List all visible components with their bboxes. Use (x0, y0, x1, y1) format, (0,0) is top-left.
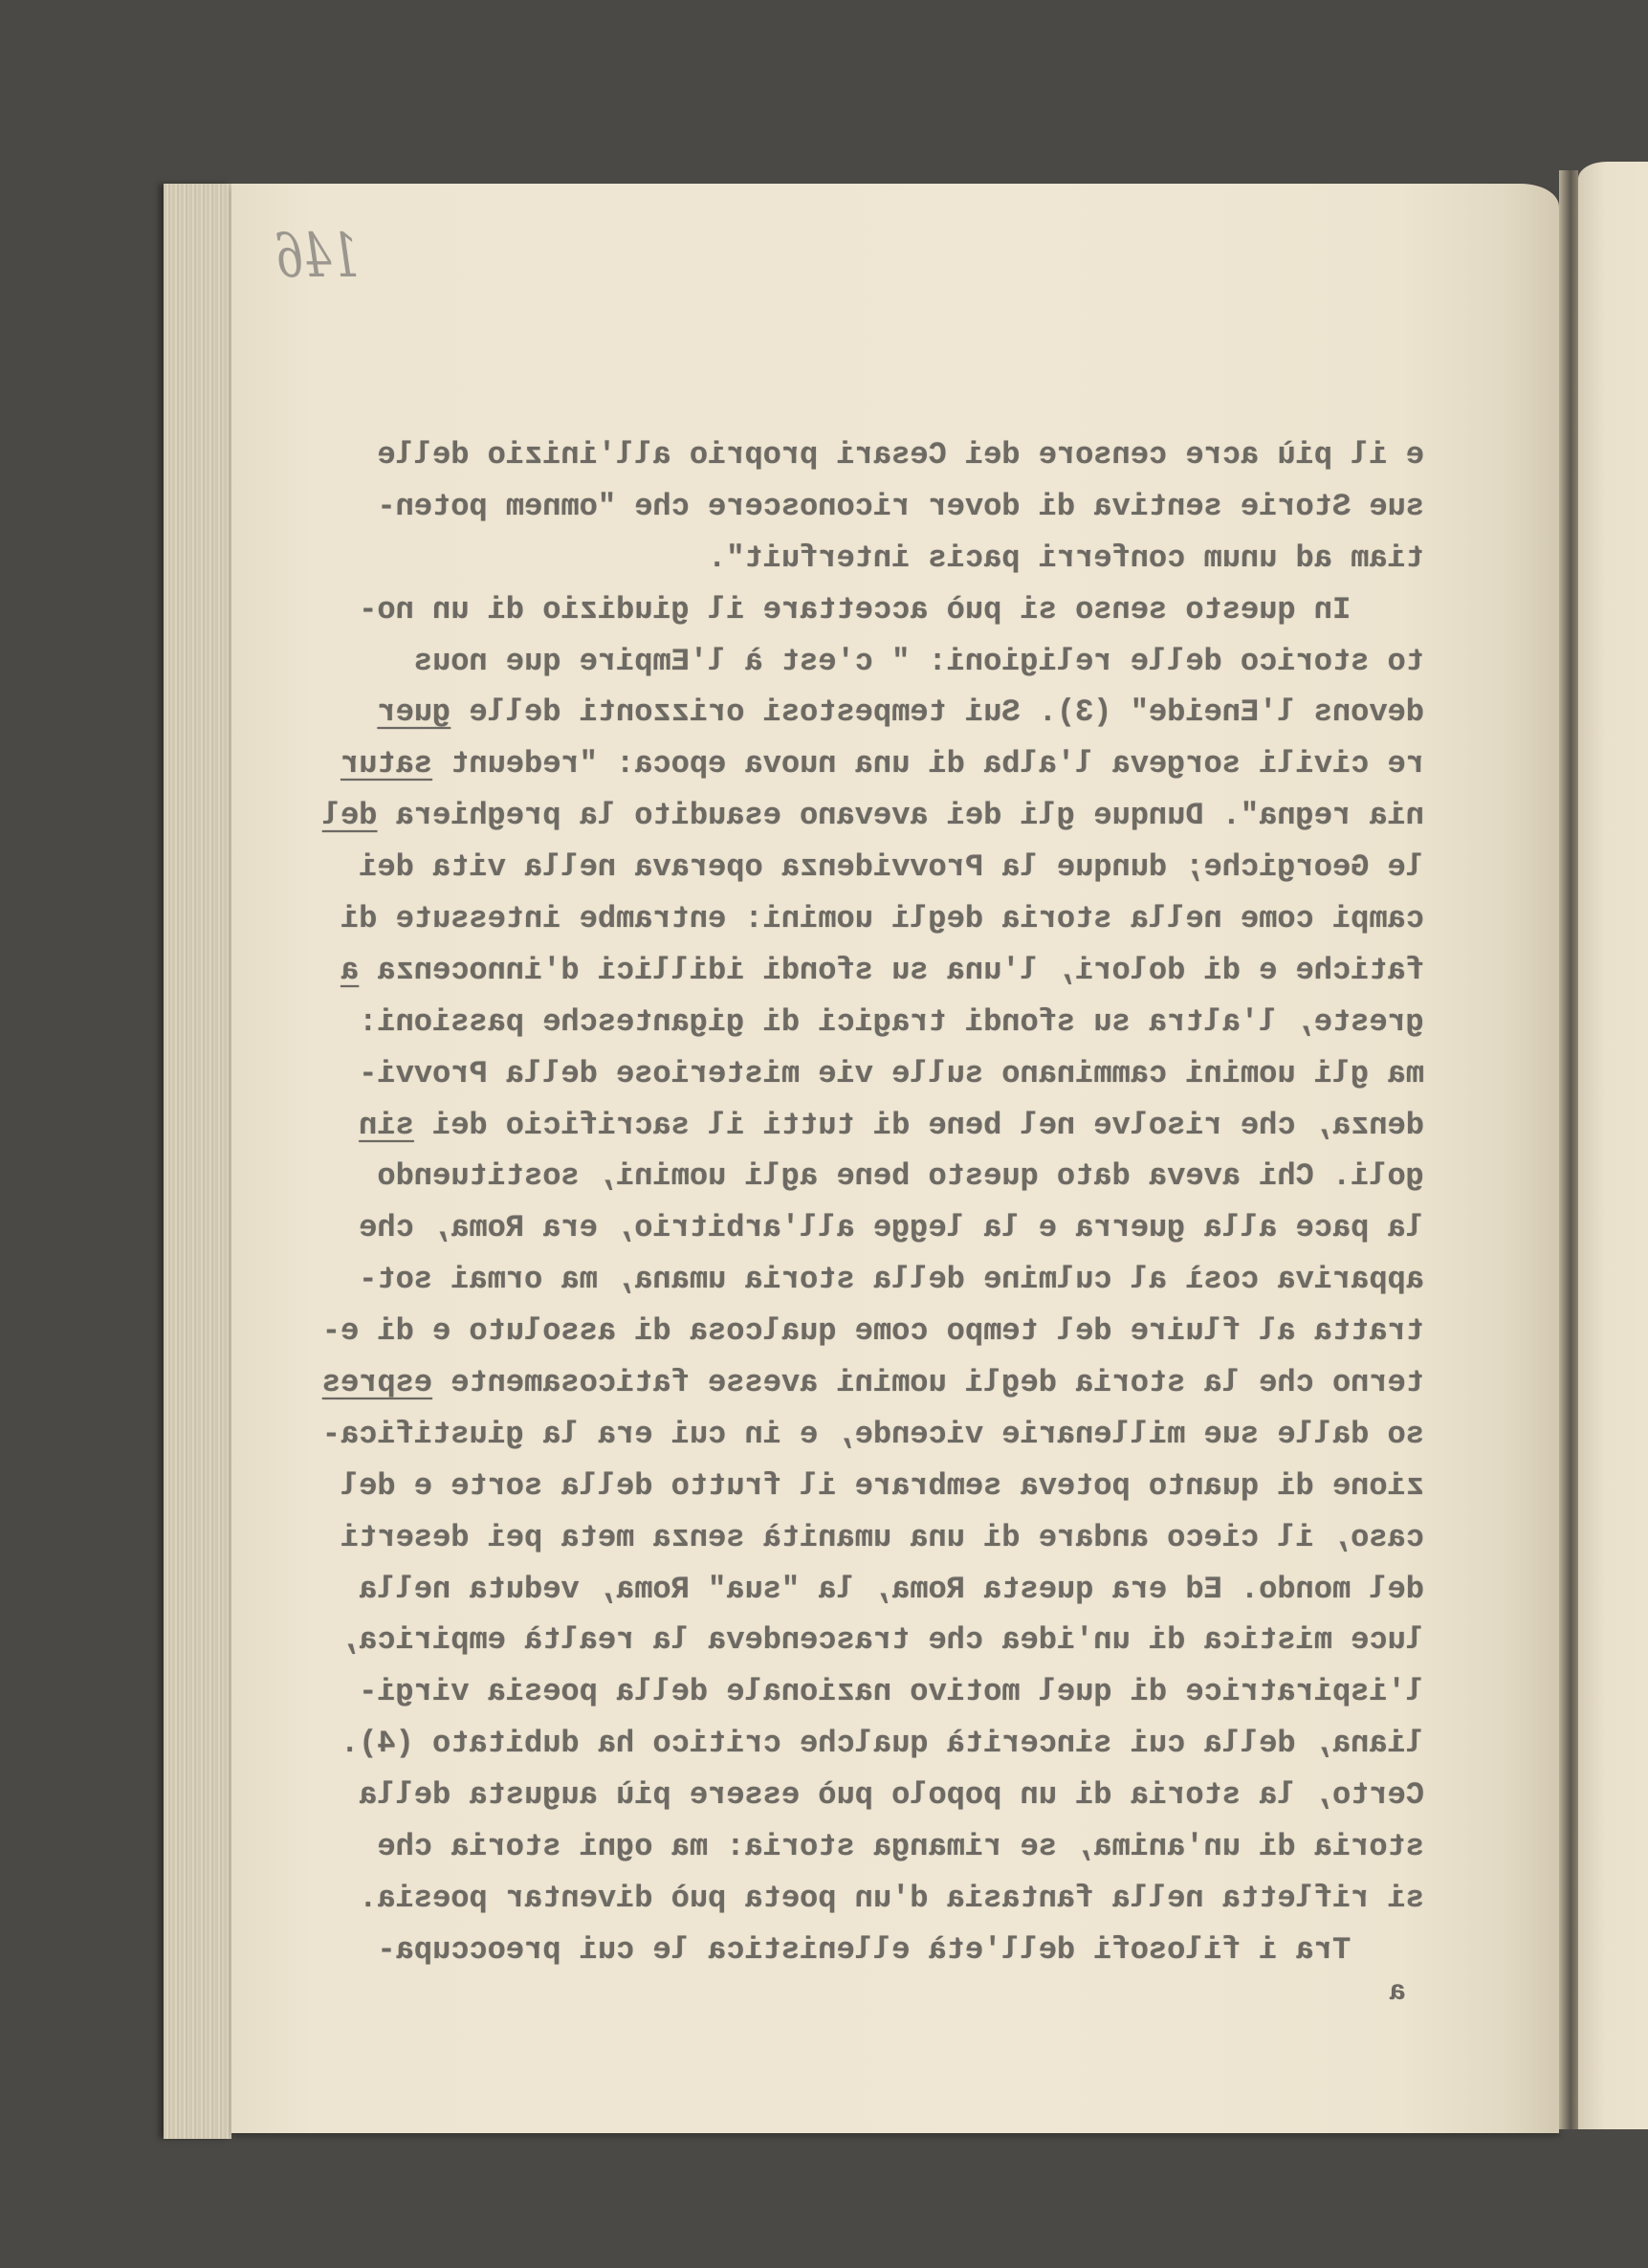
underlined-fragment: sin (359, 1107, 414, 1143)
text-line (296, 481, 1424, 533)
line-text: nia regna". Dunque gli dei avevano esaudito la preghiera (377, 798, 1424, 834)
text-line (296, 790, 1424, 842)
text-line (296, 1254, 1424, 1306)
line-text: greste, l'altra su sfondi tragici di gigantesche passioni: (359, 1003, 1424, 1040)
line-text: campi come nella storia degli uomini: entrambe intessute di (341, 901, 1424, 937)
footer-mark: a (1389, 1976, 1407, 2009)
facing-page-edge (1578, 162, 1648, 2129)
underlined-fragment: guer (377, 694, 451, 731)
page-number: 146 (275, 221, 360, 292)
text-line (296, 1151, 1424, 1202)
line-text: Tra i filosofi dell'età ellenistica le cui preoccupa- (377, 1931, 1351, 1968)
line-text: l'ispiratrice di quel motivo nazionale della poesia virgi- (359, 1674, 1424, 1710)
line-text: si rifletta nella fantasia d'un poeta può diventar poesia. (359, 1880, 1424, 1916)
text-line (296, 1666, 1424, 1718)
underlined-fragment: espres (321, 1365, 433, 1401)
line-text: tratta al fluire del tempo come qualcosa di assoluto e di e- (321, 1313, 1424, 1350)
underlined-fragment: satur (341, 746, 433, 782)
text-line (296, 1564, 1424, 1616)
text-line (296, 893, 1424, 945)
line-text: tiam ad unum conferri pacis interfuit". (708, 539, 1424, 576)
line-text: to storico delle religioni: " c'est à l'Empire que nous (413, 643, 1424, 679)
line-text: del mondo. Ed era questa Roma, la "sua" Roma, veduta nella (359, 1571, 1424, 1607)
text-line (296, 533, 1424, 584)
text-line (296, 945, 1424, 997)
text-line (296, 842, 1424, 893)
line-text: goli. Chi aveva dato questo bene agli uomini, sostituendo (377, 1158, 1424, 1195)
text-line (296, 1718, 1424, 1770)
text-line (296, 1770, 1424, 1821)
text-line (296, 1357, 1424, 1409)
text-line (296, 429, 1424, 481)
line-text: e il più acre censore dei Cesari proprio all'inizio delle (377, 437, 1424, 473)
line-text: appariva così al culmine della storia umana, ma ormai sot- (359, 1262, 1424, 1298)
text-block (296, 429, 1424, 1976)
book-gutter (1559, 170, 1578, 2129)
text-line (296, 1512, 1424, 1564)
line-text: devons l'Eneide" (3). Sui tempestosi orizzonti delle (450, 694, 1424, 731)
text-line (296, 1461, 1424, 1512)
line-text: terno che la storia degli uomini avesse faticosamente (432, 1365, 1424, 1401)
page-edge-stack (164, 184, 231, 2139)
line-text: re civili sorgeva l'alba di una nuova epoca: "redeunt (432, 746, 1424, 782)
text-line (296, 584, 1424, 636)
line-text: fatiche e di dolori, l'una su sfondi idillici d'innocenza (359, 952, 1424, 988)
line-text: liana, della cui sincerità qualche critico ha dubitato (4). (341, 1726, 1424, 1762)
text-line (296, 687, 1424, 738)
line-text: In questo senso si può accettare il giudizio di un no- (359, 591, 1351, 628)
text-line (296, 1873, 1424, 1925)
underlined-fragment: a (341, 952, 360, 988)
line-text: le Georgiche; dunque la Provvidenza operava nella vita dei (359, 849, 1424, 886)
text-line (296, 997, 1424, 1048)
line-text: so dalle sue millenarie vicende, e in cui era la giustifica- (321, 1416, 1424, 1452)
text-line (296, 1821, 1424, 1873)
text-line (296, 636, 1424, 688)
line-text: ma gli uomini camminano sulle vie misteriose della Provvi- (359, 1055, 1424, 1091)
text-line (296, 1615, 1424, 1666)
line-text: caso, il cieco andare di una umanità senza meta pei deserti (341, 1519, 1424, 1555)
text-line (296, 738, 1424, 790)
underlined-fragment: del (321, 798, 378, 834)
text-line (296, 1048, 1424, 1100)
line-text: la pace alla guerra e la legge all'arbitrio, era Roma, che (359, 1210, 1424, 1246)
text-line (296, 1409, 1424, 1461)
line-text: denza, che risolve nel bene di tutti il sacrificio dei (413, 1107, 1424, 1143)
text-line (296, 1925, 1424, 1976)
line-text: zione di quanto poteva sembrare il frutto della sorte e del (341, 1467, 1424, 1504)
text-line (296, 1202, 1424, 1254)
text-line (296, 1100, 1424, 1152)
line-text: sue Storie sentiva di dover riconoscere che "omnem poten- (377, 488, 1424, 524)
line-text: luce mistica di un'idea che trascendeva la realtà empirica, (341, 1622, 1424, 1659)
line-text: Certo, la storia di un popolo può essere più augusta della (359, 1777, 1424, 1814)
text-line (296, 1306, 1424, 1357)
line-text: storia di un'anima, se rimanga storia: ma ogni storia che (377, 1829, 1424, 1865)
